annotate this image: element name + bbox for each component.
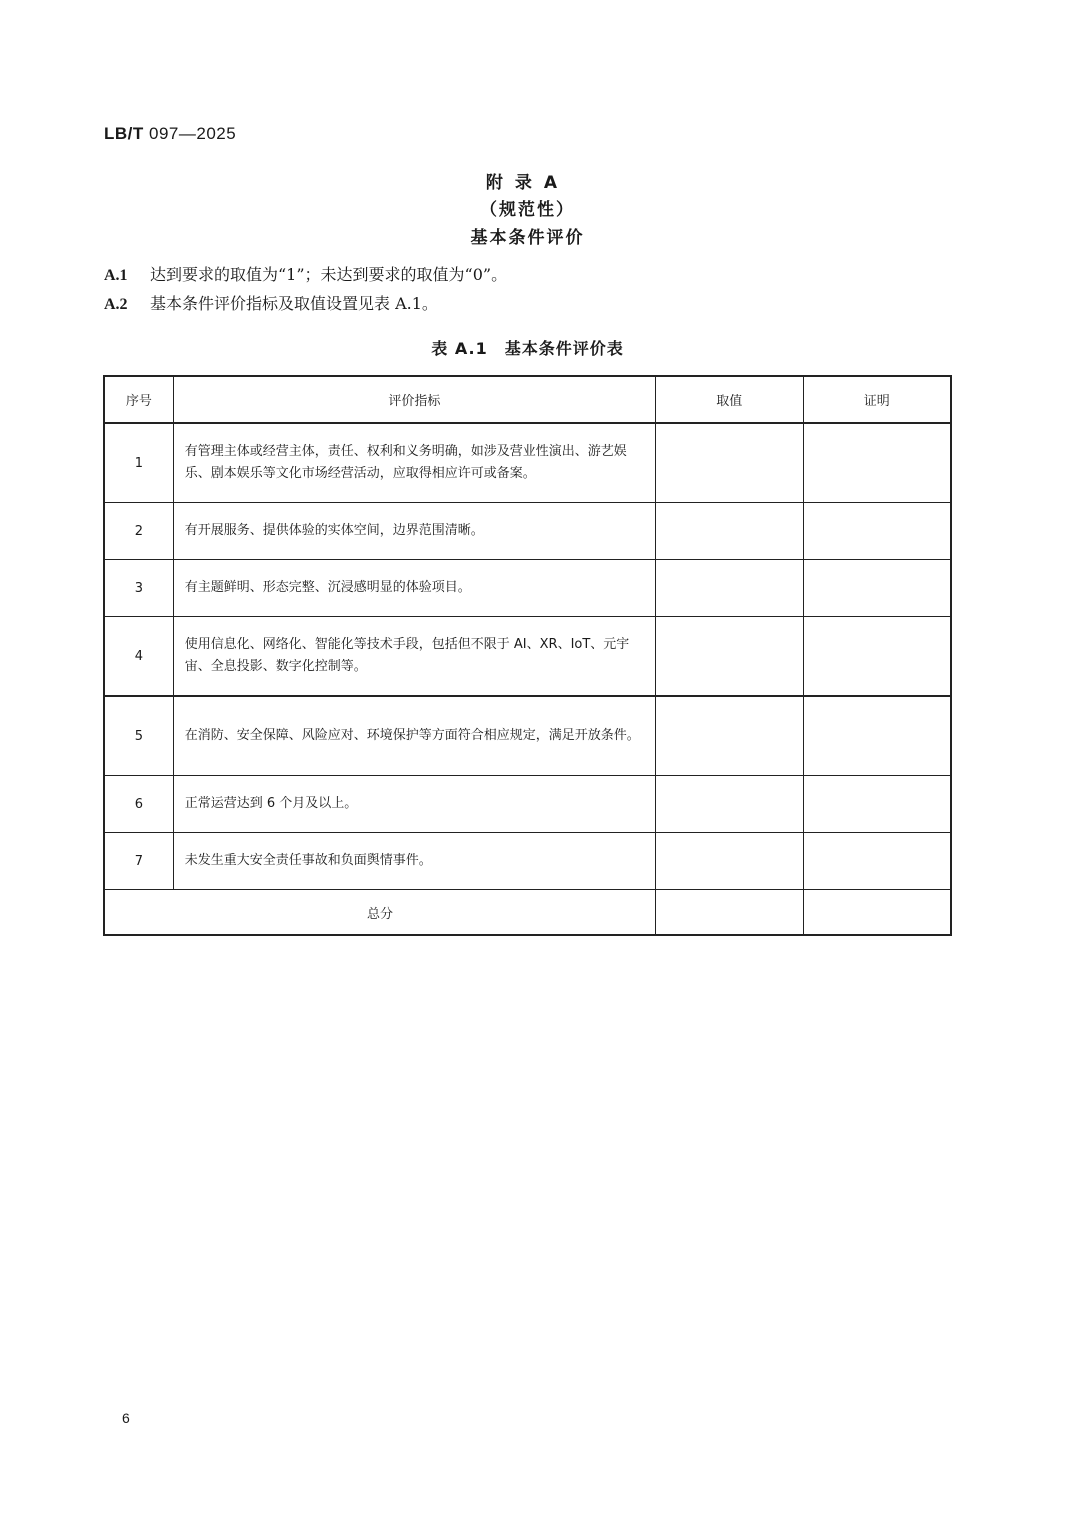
row-indicator: 有开展服务、提供体验的实体空间，边界范围清晰。 xyxy=(173,503,655,560)
row-proof-cell xyxy=(803,776,951,833)
table-row xyxy=(104,560,951,617)
annex-title: 附录A xyxy=(485,173,570,193)
row-serial: 3 xyxy=(104,560,173,617)
row-value-cell xyxy=(656,560,803,617)
annex-subject: 基本条件评价 xyxy=(470,228,585,248)
table-row xyxy=(104,833,951,890)
page-number: 6 xyxy=(122,1410,130,1426)
table-row xyxy=(104,776,951,833)
total-label: 总分 xyxy=(104,890,656,936)
total-value-cell xyxy=(656,890,803,936)
table-row xyxy=(104,617,951,697)
row-proof-cell xyxy=(803,833,951,890)
row-value-cell xyxy=(656,423,803,503)
clause-a2 xyxy=(104,294,438,315)
row-value-cell xyxy=(656,617,803,697)
row-value-cell xyxy=(656,696,803,776)
table-row xyxy=(104,423,951,503)
row-value-cell xyxy=(656,776,803,833)
table-total-row xyxy=(104,890,951,936)
annex-nature: （规范性） xyxy=(480,200,575,220)
row-indicator: 使用信息化、网络化、智能化等技术手段，包括但不限于 AI、XR、IoT、元宇宙、全息投影、数字化控制等。 xyxy=(173,617,655,697)
row-serial: 4 xyxy=(104,617,173,697)
clause-number: A.2 xyxy=(104,296,128,313)
row-proof-cell xyxy=(803,617,951,697)
row-indicator: 正常运营达到 6 个月及以上。 xyxy=(173,776,655,833)
document-code-prefix: LB/T xyxy=(104,124,144,143)
row-serial: 2 xyxy=(104,503,173,560)
row-indicator: 有管理主体或经营主体，责任、权利和义务明确，如涉及营业性演出、游艺娱乐、剧本娱乐等文化市场经营活动，应取得相应许可或备案。 xyxy=(173,423,655,503)
row-indicator: 未发生重大安全责任事故和负面舆情事件。 xyxy=(173,833,655,890)
row-proof-cell xyxy=(803,560,951,617)
table-row xyxy=(104,696,951,776)
row-value-cell xyxy=(656,503,803,560)
table-header-row xyxy=(104,376,951,423)
document-code xyxy=(104,124,236,144)
row-proof-cell xyxy=(803,423,951,503)
document-code-number: 097—2025 xyxy=(143,124,237,143)
evaluation-table xyxy=(103,375,952,936)
clause-text: 达到要求的取值为“1”；未达到要求的取值为“0”。 xyxy=(150,265,508,284)
header-proof: 证明 xyxy=(803,376,951,423)
row-indicator: 在消防、安全保障、风险应对、环境保护等方面符合相应规定，满足开放条件。 xyxy=(173,696,655,776)
table-row xyxy=(104,503,951,560)
total-proof-cell xyxy=(803,890,951,936)
row-serial: 5 xyxy=(104,696,173,776)
table-caption: 表 A.1 基本条件评价表 xyxy=(431,339,624,358)
header-value: 取值 xyxy=(656,376,803,423)
header-indicator: 评价指标 xyxy=(173,376,655,423)
clause-a1 xyxy=(104,265,507,286)
clause-text: 基本条件评价指标及取值设置见表 A.1。 xyxy=(150,294,438,313)
row-indicator: 有主题鲜明、形态完整、沉浸感明显的体验项目。 xyxy=(173,560,655,617)
row-value-cell xyxy=(656,833,803,890)
row-serial: 6 xyxy=(104,776,173,833)
row-serial: 1 xyxy=(104,423,173,503)
row-proof-cell xyxy=(803,696,951,776)
row-serial: 7 xyxy=(104,833,173,890)
header-serial: 序号 xyxy=(104,376,173,423)
row-proof-cell xyxy=(803,503,951,560)
clause-number: A.1 xyxy=(104,267,128,284)
